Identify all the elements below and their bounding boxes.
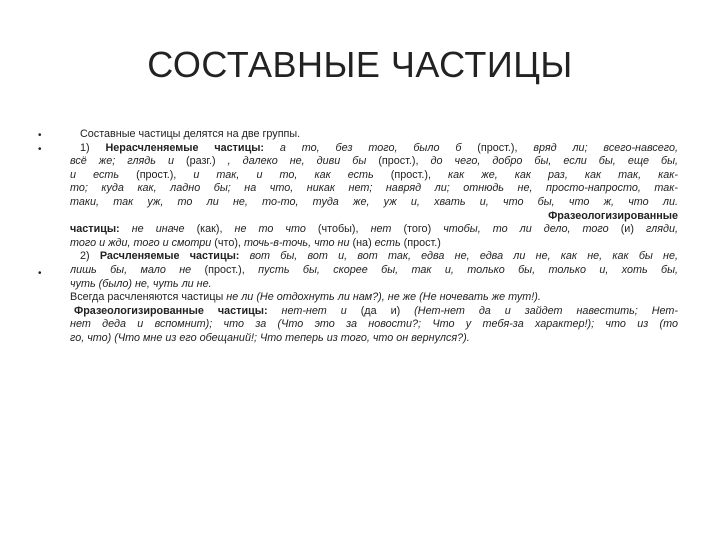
line-6 <box>70 196 678 210</box>
text-l9b: (что), <box>214 236 241 249</box>
text-l2b: (прост.), <box>477 141 518 154</box>
text-l13e: (Не ночевать же тут!). <box>419 291 541 304</box>
text-l11b: (прост.), <box>204 263 245 276</box>
text-l16: го, что) (Что мне из его обещаний!; Что теперь из того, что он вернулся?). <box>70 331 470 344</box>
text-l4a: и есть <box>70 168 120 181</box>
line-5 <box>70 182 678 196</box>
text-l9a: того и жди, того и смотри <box>70 236 212 249</box>
text-l8-head: частицы: <box>70 223 120 236</box>
line-11 <box>70 264 678 278</box>
text-l8b: (как), <box>196 223 223 236</box>
bullet-1: • <box>38 130 42 141</box>
text-l8h: (и) <box>620 223 634 236</box>
text-l8d: (чтобы), <box>317 223 359 236</box>
text-l9d: (на) <box>352 236 372 249</box>
text-l13b: не ли <box>226 291 254 304</box>
text-l3d: (прост.), <box>378 155 419 168</box>
line-15 <box>70 318 678 332</box>
text-l8g: чтобы, то ли дело, того <box>443 223 609 236</box>
text-l10a: вот бы, вот и, вот так, едва не, едва ли не, как не, как бы не, <box>249 250 678 263</box>
text-l4f: как же, как раз, как так, как- <box>448 168 678 181</box>
line-groups <box>70 128 678 142</box>
bullet-2: • <box>38 144 42 155</box>
text-l8a: не иначе <box>131 223 185 236</box>
phraseologized-heading-2: Фразеологизированные частицы: <box>74 304 268 317</box>
text-l4b: (прост.), <box>136 168 177 181</box>
group2-heading: Расчленяемые частицы: <box>99 250 240 263</box>
text-l13a: Всегда расчленяются частицы <box>70 291 224 304</box>
line-9 <box>70 237 678 251</box>
line-group2-head <box>70 250 678 264</box>
line-8 <box>70 223 678 237</box>
page-title: СОСТАВНЫЕ ЧАСТИЦЫ <box>147 44 573 85</box>
text-l12: чуть (было) не, чуть ли не. <box>70 277 212 290</box>
group1-heading: Нерасчленяемые частицы: <box>105 141 265 154</box>
line-3 <box>70 155 678 169</box>
text-l13c: (Не отдохнуть ли нам?), <box>256 291 385 304</box>
text-l13d: не же <box>387 291 417 304</box>
line-4 <box>70 169 678 183</box>
text-l14b: (да и) <box>360 304 401 317</box>
text-l11c: пусть бы, скорее бы, так и, только бы, только и, хоть бы, <box>258 263 678 276</box>
line-7 <box>70 210 678 224</box>
text-l14c: (Нет-нет да и зайдет навестить; Нет- <box>414 304 678 317</box>
text-l15: нет деда и вспомнит); что за (Что это за новости?; Что у тебя-за характер!); что из (то <box>70 318 678 331</box>
text-l3c: , далеко не, диви бы <box>227 155 367 168</box>
text-l11a: лишь бы, мало не <box>70 263 192 276</box>
text-l4d: как есть <box>314 168 374 181</box>
text-groups: Составные частицы делятся на две группы. <box>80 128 301 140</box>
text-l14a: нет-нет и <box>281 304 347 317</box>
text-l2a: а то, без того, было б <box>279 141 462 154</box>
line-16 <box>70 332 678 346</box>
text-l3b: (разг.) <box>185 155 216 168</box>
text-l5: то; куда как, ладно бы; на что, никак нет; навряд ли; отнюдь не, просто-напросто, так- <box>70 182 678 195</box>
line-12 <box>70 278 678 292</box>
document-body <box>70 128 678 346</box>
text-l6: таки, так уж, то ли не, то-то, туда же, уж и, хвать и, что бы, что ж, что ли. <box>70 195 678 208</box>
phraseologized-heading-1: Фразеологизированные <box>548 209 678 222</box>
group2-number: 2) <box>80 250 90 263</box>
text-l8e: нет <box>370 223 392 236</box>
text-l4c: и так, и то, <box>193 168 298 181</box>
group1-number: 1) <box>80 141 90 154</box>
line-13 <box>70 291 678 305</box>
text-l8c: не то что <box>234 223 306 236</box>
text-l3e: до чего, добро бы, если бы, еще бы, <box>430 155 678 168</box>
text-l3a: всё же; глядь и <box>70 155 174 168</box>
text-l9f: (прост.) <box>403 236 441 249</box>
text-l9e: есть <box>374 236 401 249</box>
bullet-3: • <box>38 268 42 279</box>
text-l4e: (прост.), <box>390 168 431 181</box>
line-14 <box>70 305 678 319</box>
text-l9c: точь-в-точь, что ни <box>243 236 350 249</box>
text-l8f: (того) <box>403 223 432 236</box>
text-l2c: вряд ли; всего-навсего, <box>533 141 678 154</box>
text-l8i: гляди, <box>645 223 678 236</box>
line-group1-head <box>70 142 678 156</box>
